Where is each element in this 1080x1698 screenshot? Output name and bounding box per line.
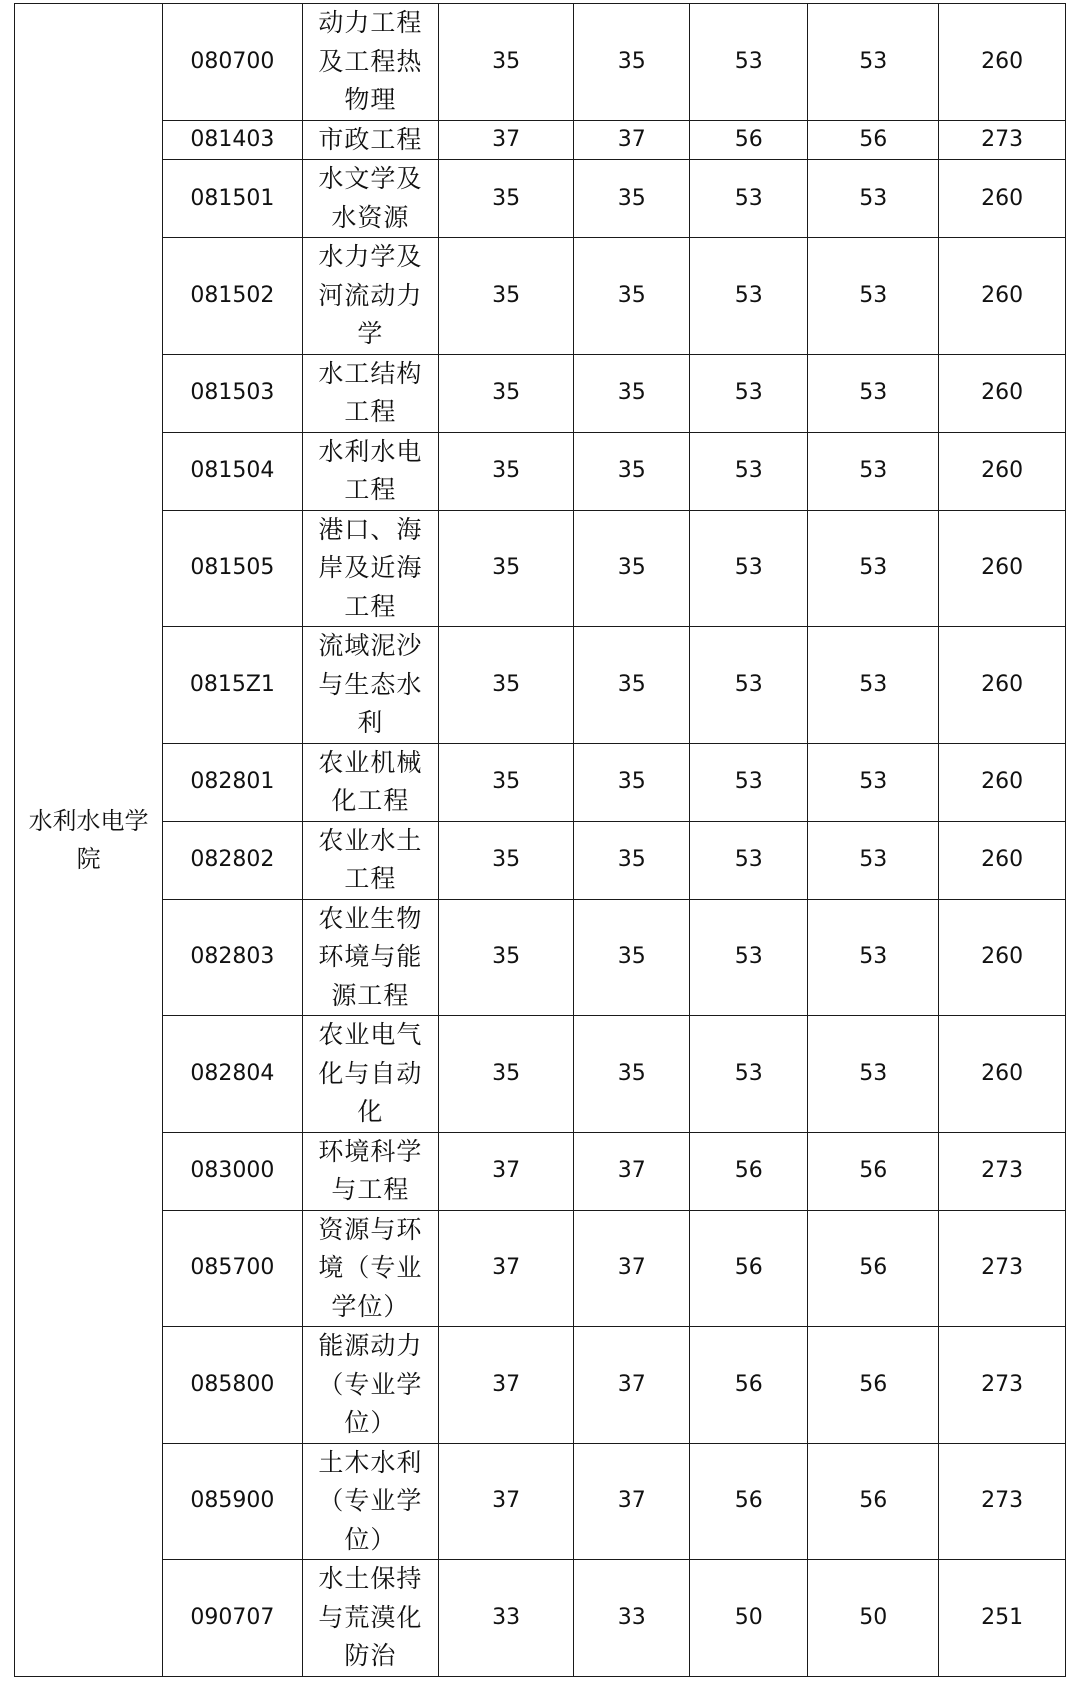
major-code-cell: 085900	[163, 1443, 303, 1560]
major-name-cell: 水文学及水资源	[302, 160, 438, 238]
total-score-cell: 260	[939, 899, 1066, 1016]
score-1-cell: 35	[439, 899, 574, 1016]
score-1-cell: 37	[439, 1132, 574, 1210]
total-score-cell: 273	[939, 1132, 1066, 1210]
score-4-cell: 56	[808, 1210, 939, 1327]
score-2-cell: 37	[574, 1132, 690, 1210]
major-code-cell: 085800	[163, 1327, 303, 1444]
major-code-cell: 082804	[163, 1016, 303, 1133]
score-2-cell: 37	[574, 1210, 690, 1327]
total-score-cell: 260	[939, 432, 1066, 510]
major-name-cell: 流域泥沙与生态水利	[302, 627, 438, 744]
major-name-cell: 水工结构工程	[302, 354, 438, 432]
score-3-cell: 56	[690, 1327, 808, 1444]
score-3-cell: 53	[690, 238, 808, 355]
score-4-cell: 53	[808, 899, 939, 1016]
total-score-cell: 273	[939, 1210, 1066, 1327]
major-code-cell: 082802	[163, 821, 303, 899]
score-4-cell: 56	[808, 120, 939, 160]
score-2-cell: 35	[574, 160, 690, 238]
total-score-cell: 260	[939, 238, 1066, 355]
score-2-cell: 37	[574, 1443, 690, 1560]
table-row	[15, 821, 1066, 899]
major-name-cell: 农业电气化与自动化	[302, 1016, 438, 1133]
major-code-cell: 0815Z1	[163, 627, 303, 744]
table-row	[15, 1327, 1066, 1444]
score-1-cell: 35	[439, 160, 574, 238]
major-code-cell: 082801	[163, 743, 303, 821]
score-1-cell: 35	[439, 4, 574, 121]
major-code-cell: 081505	[163, 510, 303, 627]
score-4-cell: 53	[808, 354, 939, 432]
total-score-cell: 260	[939, 743, 1066, 821]
major-code-cell: 085700	[163, 1210, 303, 1327]
table-row	[15, 510, 1066, 627]
major-name-cell: 农业机械化工程	[302, 743, 438, 821]
major-name-cell: 农业水土工程	[302, 821, 438, 899]
total-score-cell: 273	[939, 1443, 1066, 1560]
total-score-cell: 273	[939, 120, 1066, 160]
major-name-cell: 环境科学与工程	[302, 1132, 438, 1210]
table-body	[15, 4, 1066, 1677]
score-1-cell: 35	[439, 821, 574, 899]
major-name-cell: 农业生物环境与能源工程	[302, 899, 438, 1016]
table-row	[15, 432, 1066, 510]
major-code-cell: 081502	[163, 238, 303, 355]
major-code-cell: 083000	[163, 1132, 303, 1210]
major-code-cell: 081501	[163, 160, 303, 238]
score-3-cell: 56	[690, 1210, 808, 1327]
score-1-cell: 35	[439, 354, 574, 432]
total-score-cell: 260	[939, 4, 1066, 121]
score-4-cell: 50	[808, 1560, 939, 1677]
score-2-cell: 35	[574, 4, 690, 121]
table-row	[15, 1016, 1066, 1133]
score-1-cell: 37	[439, 1443, 574, 1560]
table-row	[15, 354, 1066, 432]
score-2-cell: 35	[574, 627, 690, 744]
total-score-cell: 260	[939, 510, 1066, 627]
score-3-cell: 53	[690, 1016, 808, 1133]
major-code-cell: 080700	[163, 4, 303, 121]
score-3-cell: 56	[690, 1443, 808, 1560]
score-3-cell: 56	[690, 1132, 808, 1210]
score-2-cell: 33	[574, 1560, 690, 1677]
score-table	[14, 3, 1066, 1677]
table-row	[15, 899, 1066, 1016]
table-row	[15, 1210, 1066, 1327]
score-1-cell: 35	[439, 627, 574, 744]
score-1-cell: 37	[439, 1327, 574, 1444]
major-code-cell: 090707	[163, 1560, 303, 1677]
score-2-cell: 37	[574, 1327, 690, 1444]
score-4-cell: 53	[808, 432, 939, 510]
major-code-cell: 081403	[163, 120, 303, 160]
score-2-cell: 35	[574, 510, 690, 627]
table-row	[15, 1132, 1066, 1210]
table-row	[15, 743, 1066, 821]
total-score-cell: 260	[939, 354, 1066, 432]
total-score-cell: 260	[939, 1016, 1066, 1133]
score-3-cell: 53	[690, 432, 808, 510]
table-row	[15, 160, 1066, 238]
score-1-cell: 35	[439, 510, 574, 627]
score-4-cell: 56	[808, 1443, 939, 1560]
score-2-cell: 35	[574, 899, 690, 1016]
table-row	[15, 4, 1066, 121]
score-4-cell: 53	[808, 510, 939, 627]
score-4-cell: 53	[808, 238, 939, 355]
score-3-cell: 53	[690, 899, 808, 1016]
score-2-cell: 35	[574, 238, 690, 355]
total-score-cell: 251	[939, 1560, 1066, 1677]
major-name-cell: 水土保持与荒漠化防治	[302, 1560, 438, 1677]
major-name-cell: 市政工程	[302, 120, 438, 160]
table-row	[15, 1560, 1066, 1677]
score-3-cell: 53	[690, 4, 808, 121]
score-1-cell: 35	[439, 1016, 574, 1133]
score-1-cell: 37	[439, 1210, 574, 1327]
score-4-cell: 53	[808, 821, 939, 899]
total-score-cell: 260	[939, 821, 1066, 899]
score-1-cell: 35	[439, 432, 574, 510]
score-4-cell: 53	[808, 4, 939, 121]
score-4-cell: 53	[808, 743, 939, 821]
major-name-cell: 土木水利（专业学位）	[302, 1443, 438, 1560]
major-code-cell: 082803	[163, 899, 303, 1016]
table-row	[15, 627, 1066, 744]
score-2-cell: 35	[574, 1016, 690, 1133]
score-2-cell: 35	[574, 432, 690, 510]
score-3-cell: 56	[690, 120, 808, 160]
score-3-cell: 53	[690, 160, 808, 238]
major-code-cell: 081504	[163, 432, 303, 510]
score-1-cell: 33	[439, 1560, 574, 1677]
score-3-cell: 53	[690, 627, 808, 744]
score-3-cell: 53	[690, 821, 808, 899]
major-name-cell: 港口、海岸及近海工程	[302, 510, 438, 627]
major-name-cell: 水力学及河流动力学	[302, 238, 438, 355]
score-1-cell: 37	[439, 120, 574, 160]
score-1-cell: 35	[439, 743, 574, 821]
score-3-cell: 50	[690, 1560, 808, 1677]
score-4-cell: 56	[808, 1132, 939, 1210]
major-name-cell: 水利水电工程	[302, 432, 438, 510]
score-3-cell: 53	[690, 354, 808, 432]
score-3-cell: 53	[690, 510, 808, 627]
score-2-cell: 35	[574, 354, 690, 432]
score-2-cell: 37	[574, 120, 690, 160]
table-row	[15, 1443, 1066, 1560]
college-name-cell: 水利水电学院	[15, 4, 163, 1677]
total-score-cell: 273	[939, 1327, 1066, 1444]
score-1-cell: 35	[439, 238, 574, 355]
score-3-cell: 53	[690, 743, 808, 821]
major-name-cell: 能源动力（专业学位）	[302, 1327, 438, 1444]
major-name-cell: 动力工程及工程热物理	[302, 4, 438, 121]
score-4-cell: 53	[808, 160, 939, 238]
score-4-cell: 53	[808, 1016, 939, 1133]
score-4-cell: 53	[808, 627, 939, 744]
score-2-cell: 35	[574, 821, 690, 899]
table-row	[15, 238, 1066, 355]
total-score-cell: 260	[939, 627, 1066, 744]
table-row	[15, 120, 1066, 160]
major-code-cell: 081503	[163, 354, 303, 432]
score-4-cell: 56	[808, 1327, 939, 1444]
major-name-cell: 资源与环境（专业学位）	[302, 1210, 438, 1327]
total-score-cell: 260	[939, 160, 1066, 238]
score-2-cell: 35	[574, 743, 690, 821]
